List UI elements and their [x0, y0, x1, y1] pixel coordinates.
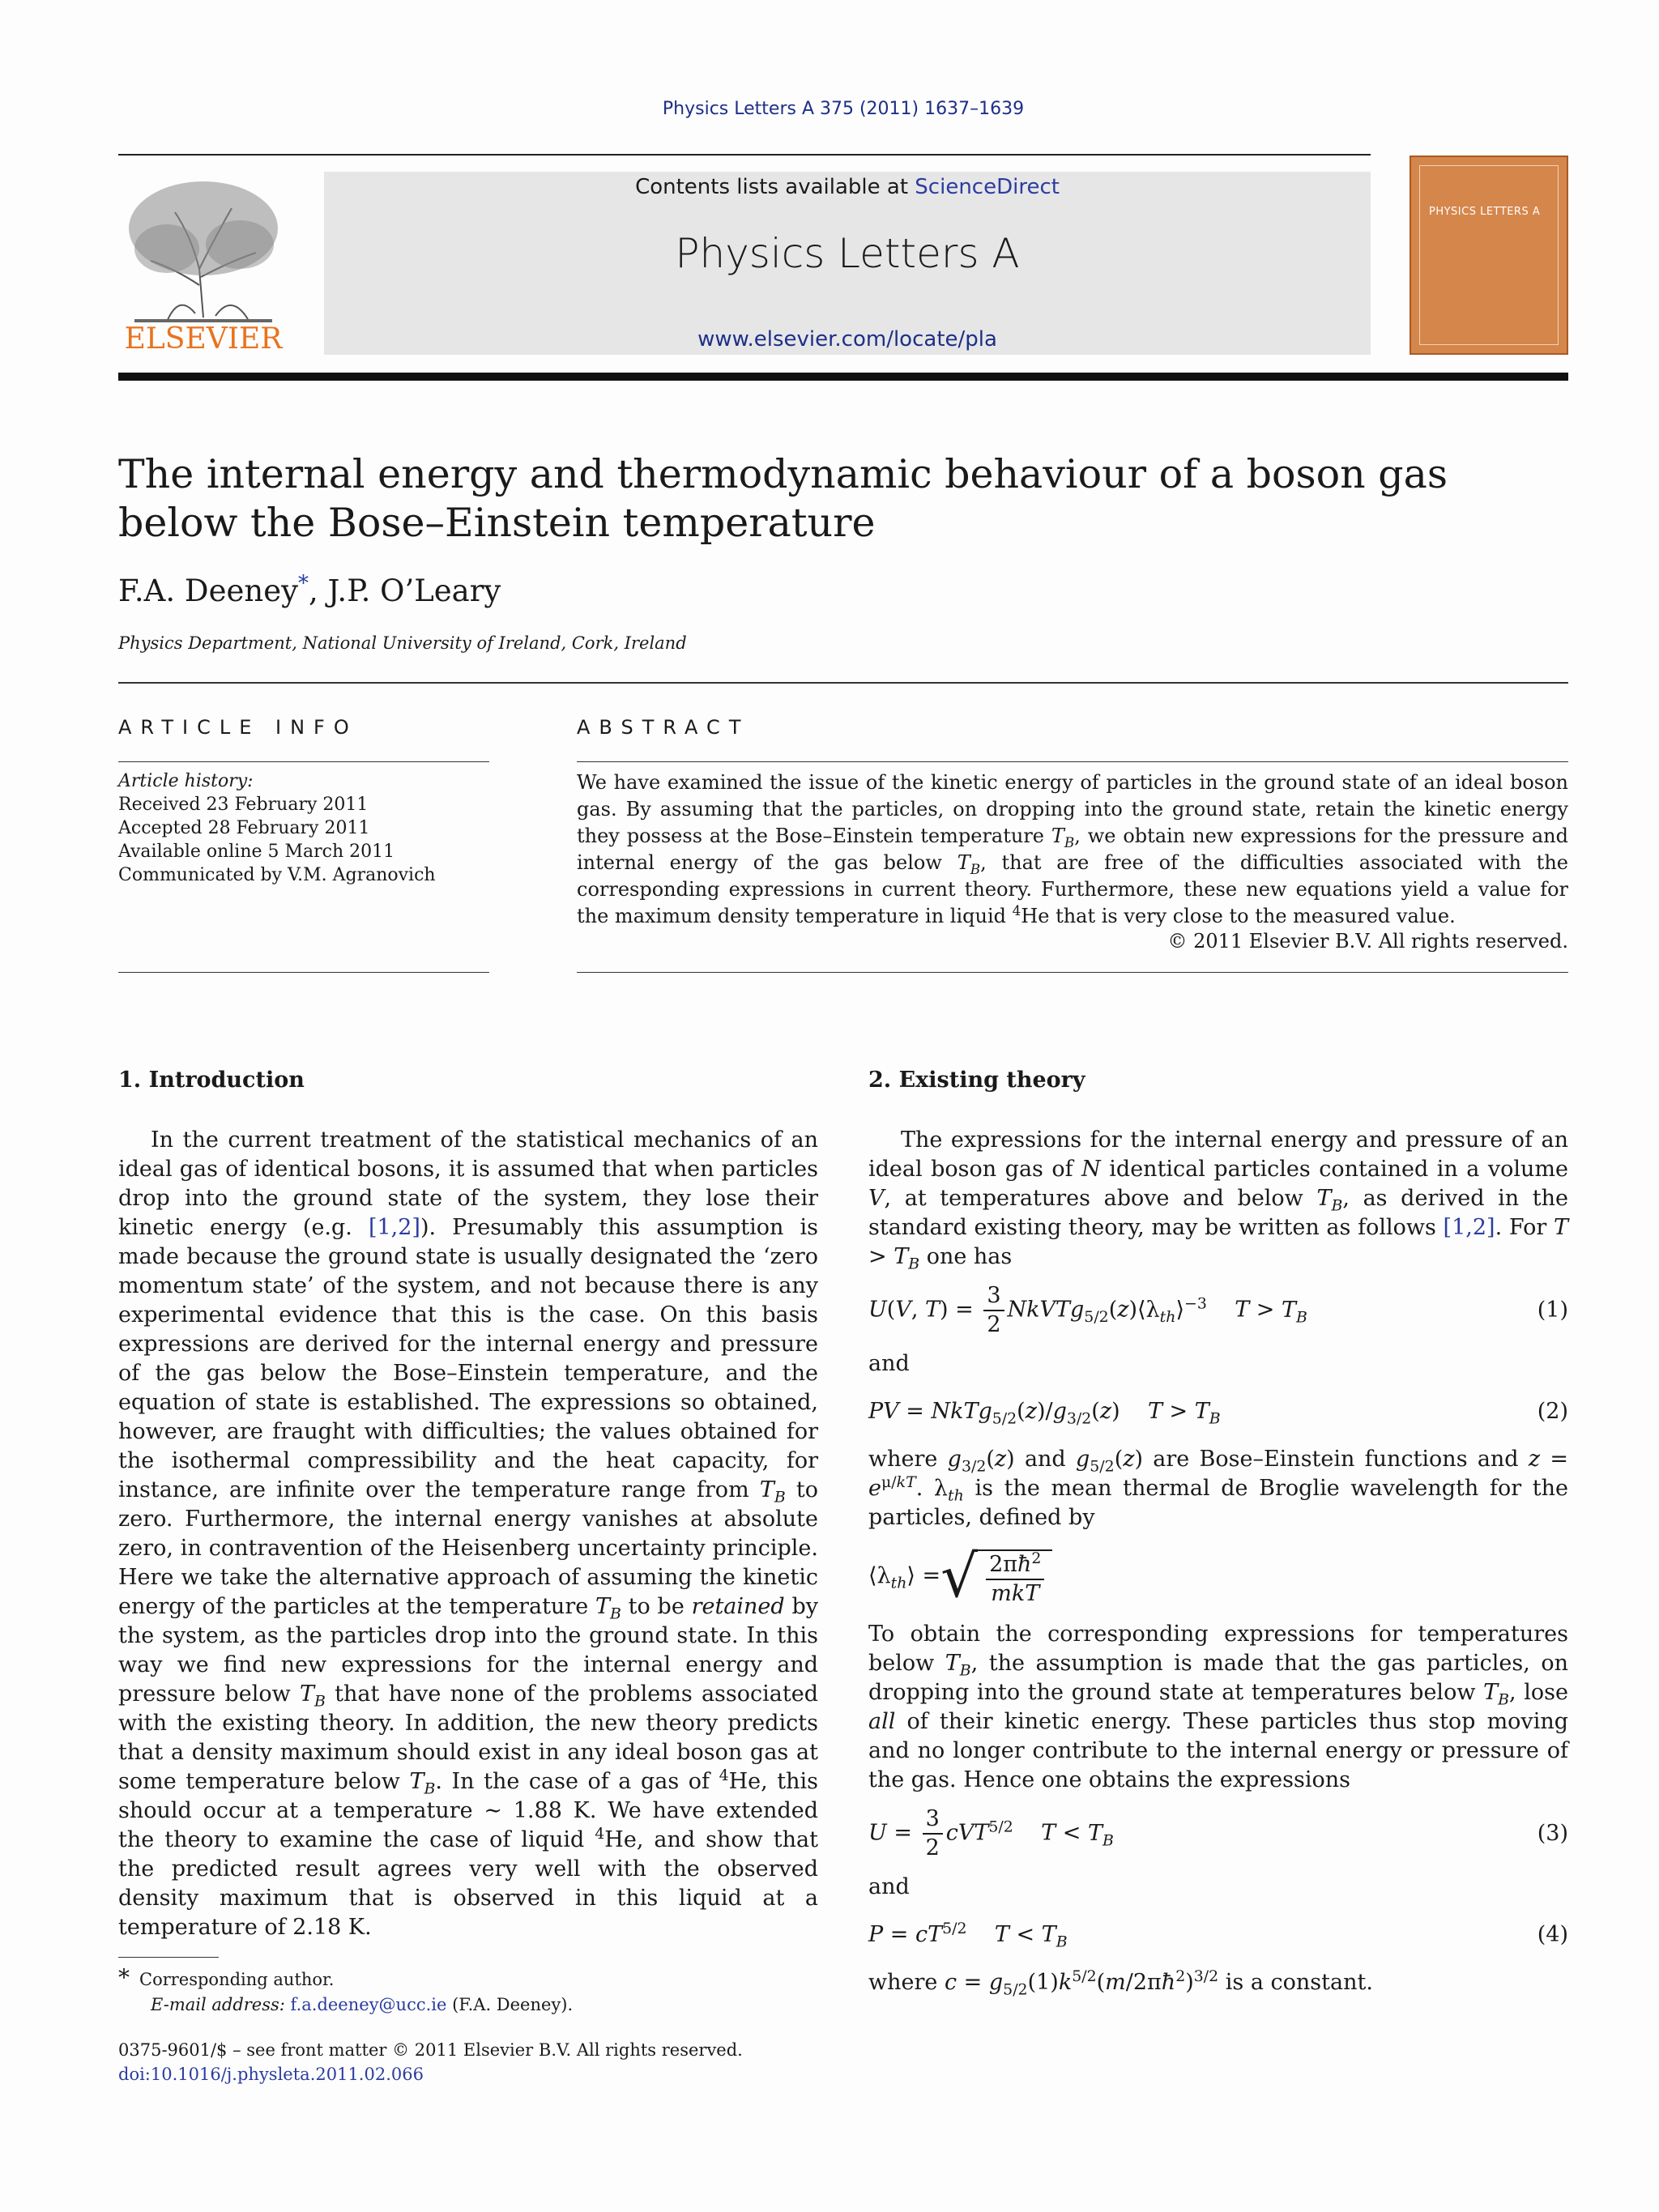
abstract-heading: ABSTRACT [577, 716, 750, 739]
theory-paragraph: The expressions for the internal energy and pressure of an ideal boson gas of N identical particles contained in a volume V, at temperatures above and below $T_B$, as derived in the standard existing theory, may be written as follows [1,2]. For $T > T_B$ one has [868, 1127, 1568, 1273]
article-info-heading: ARTICLE INFO [118, 716, 358, 739]
abstract-copyright: © 2011 Elsevier B.V. All rights reserved. [1167, 930, 1568, 953]
footnote-rule [118, 1957, 219, 1958]
citation-link[interactable]: [1,2] [1443, 1215, 1495, 1240]
existing-theory-section [868, 1066, 1568, 1997]
equation-2: PV = $NkTg_{5/2}(z)/g_{3/2}(z)$ $T > T_B$ (2) [868, 1399, 1568, 1428]
cover-frame [1419, 165, 1559, 345]
journal-cover-thumbnail [1410, 156, 1568, 355]
corresponding-author-mark[interactable]: * [298, 571, 309, 596]
accepted-date: Accepted 28 February 2011 [118, 818, 370, 838]
divider [118, 972, 489, 973]
connector-text: and [868, 1351, 910, 1376]
equation-1: U(V, T) = $\frac{3}{2}$ $NkVTg_{5/2}(z)⟨\lambda_{th}⟩^{-3}$ $T > T_B$ (1) [868, 1283, 1568, 1337]
article-title: The internal energy and thermodynamic behaviour of a boson gas below the Bose–Einstein temperature [118, 451, 1448, 546]
sciencedirect-link[interactable]: ScienceDirect [915, 175, 1060, 199]
equation-number: (2) [1537, 1399, 1568, 1424]
divider [577, 761, 1568, 762]
footnote-label: Corresponding author. [139, 1970, 335, 1989]
front-matter [118, 2038, 743, 2086]
online-date: Available online 5 March 2011 [118, 842, 395, 862]
top-rule [118, 154, 1371, 156]
citation-link[interactable]: [1,2] [368, 1215, 420, 1240]
author-email-link[interactable]: f.a.deeney@ucc.ie [290, 1995, 447, 2014]
theory-paragraph: where $c = g_{5/2}(1)k^{5/2}(m/2\pi ħ^2)^{3/2}$ is a constant. [868, 1967, 1373, 1999]
history-label: Article history: [118, 771, 254, 791]
email-suffix: (F.A. Deeney). [446, 1995, 574, 2014]
contents-prefix: Contents lists available at [635, 175, 915, 199]
footnote-mark: * [118, 1964, 130, 1991]
journal-url-link[interactable]: www.elsevier.com/locate/pla [697, 327, 997, 352]
contents-line [324, 172, 1371, 199]
divider [577, 972, 1568, 973]
introduction-section [118, 1066, 818, 1942]
issn-line: 0375-9601/$ – see front matter © 2011 Elsevier B.V. All rights reserved. [118, 2040, 743, 2060]
affiliation: Physics Department, National University of Ireland, Cork, Ireland [118, 633, 687, 653]
elsevier-wordmark: ELSEVIER [124, 322, 283, 355]
journal-masthead [324, 172, 1371, 355]
equation-number: (4) [1537, 1922, 1568, 1947]
cover-title: PHYSICS LETTERS A [1429, 206, 1541, 218]
divider [118, 761, 489, 762]
equation-3: U = $\frac{3}{2}$ cVT$^{5/2}$ $T < T_B$ (3) [868, 1806, 1568, 1860]
elsevier-logo [118, 172, 288, 355]
abstract-text: We have examined the issue of the kinetic energy of particles in the ground state of an ideal boson gas. By assuming that the particles, on dropping into the ground state, retain the kinetic energy they possess at the Bose–Einstein temperature $T_B$, we obtain new expressions for the pressure and internal energy of the gas below $T_B$, that are free of the difficulties associated with the corresponding expressions in current theory. Furthermore, these new equations yield a value for the maximum density temperature in liquid $^4$He that is very close to the measured value. [577, 771, 1569, 927]
theory-paragraph: where $g_{3/2}(z)$ and $g_{5/2}(z)$ are Bose–Einstein functions and $z = e^{\mu/kT}$. $\lambda_{th}$ is the mean thermal de Broglie wavelength for the particles, defined by [868, 1447, 1569, 1530]
journal-reference[interactable]: Physics Letters A 375 (2011) 1637–1639 [662, 99, 1025, 119]
received-date: Received 23 February 2011 [118, 795, 369, 815]
footnote [118, 1965, 573, 2018]
doi-link[interactable]: doi:10.1016/j.physleta.2011.02.066 [118, 2065, 424, 2084]
theory-paragraph: To obtain the corresponding expressions for temperatures below $T_B$, the assumption is made that the gas particles, on dropping into the ground state at temperatures below $T_B$, lose all of their kinetic energy. These particles thus stop moving and no longer contribute to the internal energy or pressure of the gas. Hence one obtains the expressions [868, 1622, 1568, 1792]
author-list [118, 573, 501, 608]
journal-name: Physics Letters A [675, 230, 1020, 277]
author-1: F.A. Deeney [118, 573, 298, 608]
author-2: , J.P. O’Leary [308, 573, 501, 608]
email-label: E-mail address: [151, 1995, 285, 2014]
introduction-heading: 1. Introduction [118, 1068, 305, 1093]
thermal-wavelength-equation: $⟨\lambda_{th}⟩$ = √ $\frac{2\pi ħ^2}{\text{mkT}}$ [868, 1537, 1568, 1615]
connector-text: and [868, 1874, 910, 1899]
divider [118, 682, 1568, 684]
equation-number: (1) [1537, 1298, 1568, 1323]
header-thick-rule [118, 373, 1568, 381]
introduction-paragraph: In the current treatment of the statistical mechanics of an ideal gas of identical bosons, it is assumed that when particles drop into the ground state of the system, they lose their kinetic energy (e.g. [1,2]). Presumably this assumption is made because the ground state is usually designated the ‘zero momentum state’ of the system, and not because there is any experimental evidence that this is the case. On this basis expressions are derived for the internal energy and pressure of the gas below the Bose–Einstein temperature, and the equation of state is established. The expressions so obtained, however, are fraught with difficulties; the values obtained for the isothermal compressibility and the heat capacity, for instance, are infinite over the temperature range from $T_B$ to zero. Furthermore, the internal energy vanishes at absolute zero, in contravention of the Heisenberg uncertainty principle. Here we take the alternative approach of assuming the kinetic energy of the particles at the temperature $T_B$ to be retained by the system, as the particles drop into the ground state. In this way we find new expressions for the internal energy and pressure below $T_B$ that have none of the problems associated with the existing theory. In addition, the new theory predicts that a density maximum should exist in any ideal boson gas at some temperature below $T_B$. In the case of a gas of $^4$He, this should occur at a temperature ∼ 1.88 K. We have extended the theory to examine the case of liquid $^4$He, and show that the predicted result agrees very well with the observed density maximum that is observed in this liquid at a temperature of 2.18 K. [118, 1127, 818, 1940]
existing-theory-heading: 2. Existing theory [868, 1068, 1085, 1093]
equation-number: (3) [1537, 1821, 1568, 1846]
equation-4: $P = cT^{5/2}$ $T < T_B$ (4) [868, 1920, 1568, 1951]
article-history [118, 769, 436, 887]
communicated-by: Communicated by V.M. Agranovich [118, 865, 436, 885]
